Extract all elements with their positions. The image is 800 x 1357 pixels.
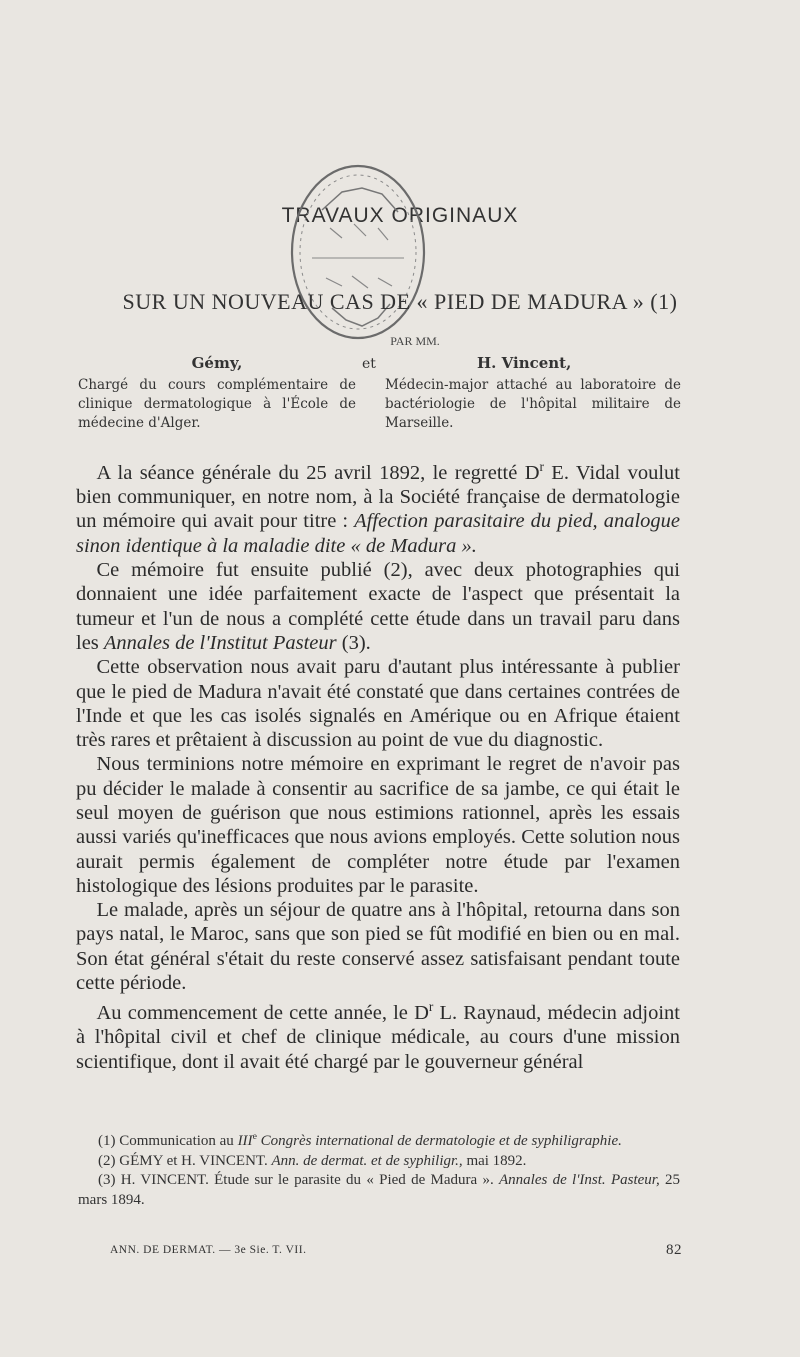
author-connector: et — [362, 356, 376, 372]
article-title: SUR UN NOUVEAU CAS DE « PIED DE MADURA » (1) — [122, 289, 678, 314]
journal-reference: ANN. DE DERMAT. — 3e Sie. T. VII. — [110, 1244, 307, 1256]
page-number: 82 — [666, 1242, 682, 1258]
paragraph: Le malade, après un séjour de quatre ans à l'hôpital, retourna dans son pays natal, le Maroc, sans que son pied se fût modifié en bien ou en mal. Son état général s'était du reste conservé assez satisfaisant pendant toute cette période. — [76, 899, 680, 995]
author-affiliation: Chargé du cours complémentaire de clinique dermatologique à l'École de médecine d'Alger. — [78, 377, 356, 431]
footnotes — [78, 1127, 680, 1210]
paragraph: Cette observation nous avait paru d'autant plus intéressante à publier que le pied de Madura n'avait été constaté que dans certaines contrées de l'Inde et que les cas isolés signalés en Amérique ou en Afrique étaient très rares et prêtaient à discussion au point de vue du diagnostic. — [76, 656, 680, 752]
paragraph: Au commencement de cette année, le $D^r$ L. Raynaud, médecin adjoint à l'hôpital civil et chef de clinique médicale, au cours d'une mission scientifique, dont il avait été chargé par le gouverneur général — [76, 999, 680, 1073]
footnote: (3) H. VINCENT. Étude sur le parasite du « Pied de Madura ». Annales de l'Inst. Pasteur, 25 mars 1894. — [78, 1172, 681, 1208]
author-name: H. Vincent, — [477, 354, 572, 372]
paragraph: Nous terminions notre mémoire en exprimant le regret de n'avoir pas pu décider le malade à consentir au sacrifice de sa jambe, ce qui était le seul moyen de guérison que nous estimions rationnel, après les essais aussi variés qu'inefficaces que nous avions employés. Cette solution nous aurait permis également de compléter notre étude par l'examen histologique des lésions produites par le parasite. — [76, 753, 680, 897]
author-vincent — [385, 354, 681, 433]
article-body — [76, 455, 680, 1074]
author-gemy — [78, 354, 356, 433]
section-title: TRAVAUX ORIGINAUX — [281, 204, 519, 227]
footnote: (2) GÉMY et H. VINCENT. Ann. de dermat. et de syphiligr., mai 1892. — [98, 1152, 527, 1169]
author-affiliation: Médecin-major attaché au laboratoire de bactériologie de l'hôpital militaire de Marseille. — [385, 377, 681, 431]
page-footer — [110, 1244, 682, 1256]
footnote: (1) Communication au IIIe Congrès international de dermatologie et de syphiligraphie. — [98, 1131, 622, 1149]
library-stamp-icon — [282, 158, 434, 346]
author-name: Gémy, — [191, 354, 243, 372]
by-line: PAR MM. — [390, 334, 440, 348]
paragraph: Ce mémoire fut ensuite publié (2), avec deux photographies qui donnaient une idée parfaitement exacte de l'aspect que présentait la tumeur et l'un de nous a complété cette étude dans un travail paru dans les Annales de l'Institut Pasteur (3). — [76, 559, 680, 654]
paragraph: A la séance générale du 25 avril 1892, le regretté $D^r$ E. Vidal voulut bien communiquer, en notre nom, à la Société française de dermatologie un mémoire qui avait pour titre : Affection parasitaire du pied, analogue sinon identique à la maladie dite « de Madura ». — [76, 459, 681, 557]
